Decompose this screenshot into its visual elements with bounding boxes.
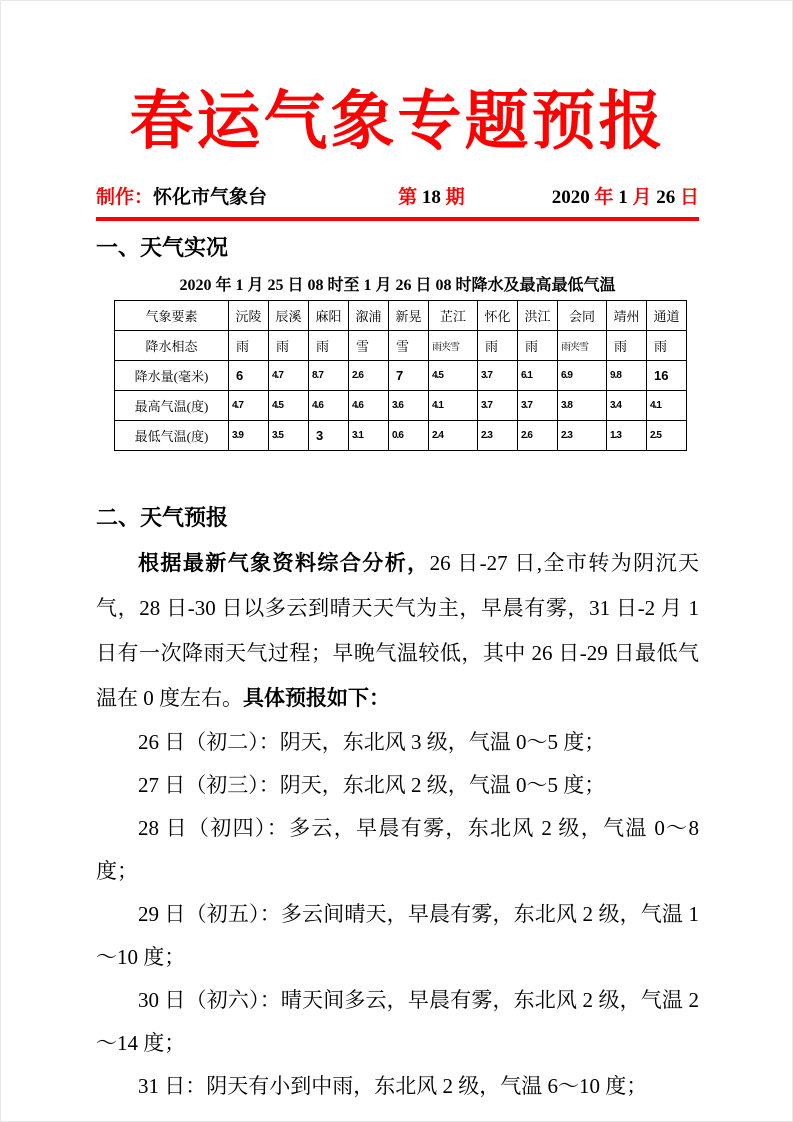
text-segment: 第 <box>398 186 422 208</box>
table-header-cell: 通道 <box>647 300 687 330</box>
table-header-cell: 会同 <box>558 300 607 330</box>
text-segment: 18 <box>421 186 446 208</box>
table-header-cell: 怀化 <box>478 300 518 330</box>
data-cell: 雪 <box>389 330 429 360</box>
data-cell: 3.7 <box>478 390 518 420</box>
text-segment: 26 日-27 日,全市转为阴沉天气，28 日-30 日以多云到晴天天气为主，早晨有雾，31 日-2 月 1 日有一次降雨天气过程；早晚气温较低，其中 26 日-29 日最低气温在 0 度左右。 <box>96 551 700 711</box>
data-cell: 6.9 <box>558 360 607 390</box>
weather-observation-table <box>114 300 687 451</box>
section-heading-forecast: 二、天气预报 <box>96 504 229 530</box>
data-cell: 雨 <box>518 330 558 360</box>
data-cell: 3.9 <box>229 420 269 450</box>
data-cell: 雨夹雪 <box>558 330 607 360</box>
text-segment: 具体预报如下： <box>243 686 390 711</box>
data-cell: 6.1 <box>518 360 558 390</box>
data-cell: 8.7 <box>309 360 349 390</box>
forecast-item: 29 日（初五）：多云间晴天，早晨有雾，东北风 2 级，气温 1～10 度； <box>96 902 699 970</box>
data-cell: 2.6 <box>518 420 558 450</box>
table-header-cell: 新晃 <box>389 300 429 330</box>
text-segment: 2020 <box>551 186 595 208</box>
data-cell: 0.6 <box>389 420 429 450</box>
meta-row <box>96 186 699 211</box>
data-cell: 9.8 <box>607 360 647 390</box>
table-header-cell: 溆浦 <box>349 300 389 330</box>
table-row <box>115 420 687 450</box>
data-cell: 雨 <box>229 330 269 360</box>
data-cell: 4.5 <box>429 360 478 390</box>
issue-number <box>398 186 465 211</box>
data-cell: 雨 <box>607 330 647 360</box>
red-divider <box>96 217 699 221</box>
text-segment: 期 <box>445 186 465 208</box>
data-cell: 2.4 <box>429 420 478 450</box>
table-header-cell: 芷江 <box>429 300 478 330</box>
data-cell: 4.7 <box>229 390 269 420</box>
table-body <box>115 330 687 450</box>
data-cell: 6 <box>229 360 269 390</box>
row-label-cell: 最高气温(度) <box>115 390 229 420</box>
text-segment: 年 <box>594 186 619 208</box>
text-segment: 26 <box>656 186 680 208</box>
forecast-summary <box>96 541 699 721</box>
row-label-cell: 降水量(毫米) <box>115 360 229 390</box>
text-segment: 1 <box>618 186 633 208</box>
data-cell: 2.3 <box>558 420 607 450</box>
data-cell: 4.7 <box>269 360 309 390</box>
data-cell: 雨 <box>478 330 518 360</box>
data-cell: 3.4 <box>607 390 647 420</box>
table-header-cell: 靖州 <box>607 300 647 330</box>
data-cell: 7 <box>389 360 429 390</box>
table-head <box>115 300 687 330</box>
forecast-item: 26 日（初二）：阴天，东北风 3 级，气温 0～5 度； <box>138 730 606 755</box>
data-cell: 雨 <box>269 330 309 360</box>
forecast-item: 31 日：阴天有小到中雨，东北风 2 级，气温 6～10 度； <box>138 1074 648 1099</box>
text-segment: 根据最新气象资料综合分析， <box>138 551 430 576</box>
forecast-item: 27 日（初三）：阴天，东北风 2 级，气温 0～5 度； <box>138 773 606 798</box>
forecast-item: 30 日（初六）：晴天间多云，早晨有雾，东北风 2 级，气温 2～14 度； <box>96 988 699 1056</box>
forecast-items <box>96 721 699 1108</box>
data-cell: 3.1 <box>349 420 389 450</box>
data-cell: 3.6 <box>389 390 429 420</box>
table-row <box>115 330 687 360</box>
data-cell: 2.6 <box>349 360 389 390</box>
data-cell: 1.3 <box>607 420 647 450</box>
text-segment: 日 <box>679 186 699 208</box>
issue-date <box>552 186 699 211</box>
data-cell: 3.7 <box>518 390 558 420</box>
producer <box>96 186 311 211</box>
table-header-cell: 气象要素 <box>115 300 229 330</box>
table-header-cell: 洪江 <box>518 300 558 330</box>
section-heading-observed: 一、天气实况 <box>96 235 229 261</box>
producer-label: 制作： <box>96 186 154 208</box>
forecast-item: 28 日（初四）：多云，早晨有雾，东北风 2 级，气温 0～8 度； <box>96 816 699 884</box>
table-row <box>115 360 687 390</box>
data-cell: 4.1 <box>429 390 478 420</box>
data-cell: 16 <box>647 360 687 390</box>
data-cell: 2.5 <box>647 420 687 450</box>
table-header-row <box>115 300 687 330</box>
data-cell: 雪 <box>349 330 389 360</box>
row-label-cell: 最低气温(度) <box>115 420 229 450</box>
text-segment: 月 <box>632 186 657 208</box>
data-cell: 3.8 <box>558 390 607 420</box>
data-cell: 3 <box>309 420 349 450</box>
document-title: 春运气象专题预报 <box>129 86 666 157</box>
producer-name: 怀化市气象台 <box>153 186 268 208</box>
table-title: 2020 年 1 月 25 日 08 时至 1 月 26 日 08 时降水及最高最低气温 <box>179 276 616 294</box>
table-header-cell: 麻阳 <box>309 300 349 330</box>
data-cell: 4.1 <box>647 390 687 420</box>
data-cell: 4.5 <box>269 390 309 420</box>
data-cell: 3.5 <box>269 420 309 450</box>
data-cell: 雨 <box>309 330 349 360</box>
row-label-cell: 降水相态 <box>115 330 229 360</box>
page-content <box>1 1 792 1108</box>
data-cell: 雨 <box>647 330 687 360</box>
data-cell: 3.7 <box>478 360 518 390</box>
data-cell: 4.6 <box>349 390 389 420</box>
table-header-cell: 沅陵 <box>229 300 269 330</box>
data-cell: 2.3 <box>478 420 518 450</box>
data-cell: 4.6 <box>309 390 349 420</box>
data-cell: 雨夹雪 <box>429 330 478 360</box>
table-header-cell: 辰溪 <box>269 300 309 330</box>
table-row <box>115 390 687 420</box>
